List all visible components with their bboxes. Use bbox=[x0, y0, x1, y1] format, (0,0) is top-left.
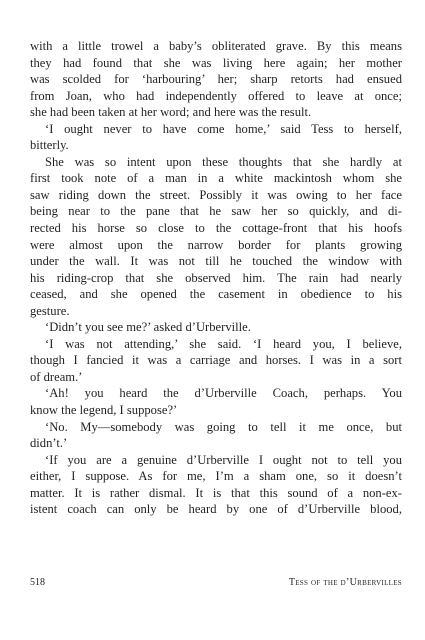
text-line: ‘Didn’t you see me?’ asked d’Urberville. bbox=[45, 320, 251, 335]
text-line: though I fancied it was a carriage and horses. I was in a sort bbox=[30, 353, 402, 368]
text-line: either, I suppose. As for me, I’m a sham one, so it doesn’t bbox=[30, 469, 402, 484]
text-line: ‘No. My—somebody was going to tell it me once, but bbox=[45, 419, 402, 434]
text-line: bitterly. bbox=[30, 138, 69, 153]
text-line: She was so intent upon these thoughts that she hardly at bbox=[45, 154, 402, 169]
text-line: ‘I was not attending,’ she said. ‘I heard you, I believe, bbox=[45, 336, 402, 351]
text-line: ‘If you are a genuine d’Urberville I ought not to tell you bbox=[45, 452, 402, 467]
text-line: was scolded for ‘harbouring’ her; sharp retorts had ensued bbox=[30, 72, 402, 87]
text-line: istent coach can only be heard by one of d’Urberville blood, bbox=[30, 502, 402, 517]
page-body bbox=[30, 38, 402, 518]
text-line: they had found that she was living here again; her mother bbox=[30, 55, 402, 70]
text-line: ‘I ought never to have come home,’ said Tess to herself, bbox=[45, 121, 402, 136]
text-line: were almost upon the narrow border for plants growing bbox=[30, 237, 402, 252]
text-line: ceased, and she opened the casement in obedience to his bbox=[30, 287, 402, 302]
text-line: matter. It is rather dismal. It is that this sound of a non-ex- bbox=[30, 485, 402, 500]
text-line: she had been taken at her word; and here was the result. bbox=[30, 105, 312, 120]
page-footer bbox=[30, 577, 402, 591]
text-line: rected his horse so close to the cottage-front that his hoofs bbox=[30, 221, 402, 236]
text-line: under the wall. It was not till he touched the window with bbox=[30, 254, 402, 269]
text-line: saw riding down the street. Possibly it was owing to her face bbox=[30, 187, 402, 202]
text-line: ‘Ah! you heard the d’Urberville Coach, perhaps. You bbox=[45, 386, 402, 401]
page-number: 518 bbox=[30, 577, 45, 588]
text-line: of dream.’ bbox=[30, 369, 83, 384]
text-line: gesture. bbox=[30, 303, 70, 318]
text-line: being near to the pane that he saw her so quickly, and di- bbox=[30, 204, 402, 219]
text-line: didn’t.’ bbox=[30, 436, 68, 451]
running-head: Tess of the d’Urbervilles bbox=[288, 577, 402, 588]
text-line: know the legend, I suppose?’ bbox=[30, 403, 178, 418]
text-line: with a little trowel a baby’s obliterated grave. By this means bbox=[30, 39, 402, 53]
text-line: his riding-crop that she observed him. The rain had nearly bbox=[30, 270, 402, 285]
text-line: from Joan, who had independently offered to leave at once; bbox=[30, 88, 402, 103]
text-line: first took note of a man in a white mackintosh whom she bbox=[30, 171, 402, 186]
